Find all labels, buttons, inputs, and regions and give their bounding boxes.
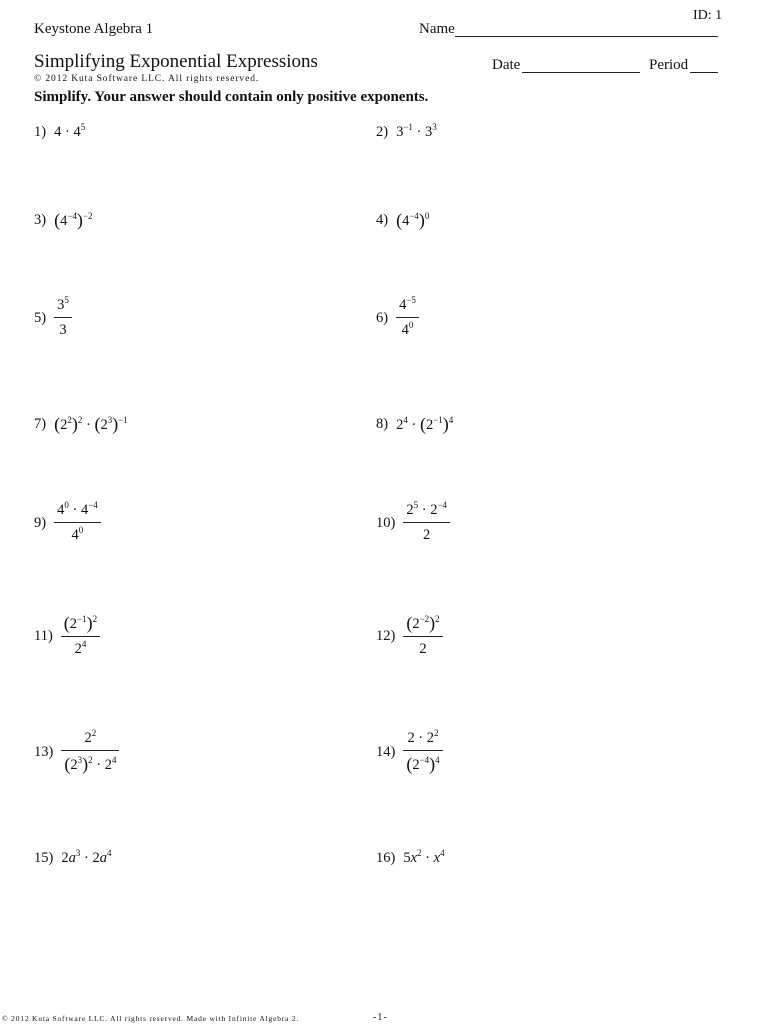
- fraction: $\frac{4^0 \cdot 4^{-4}}{4^0}$: [54, 502, 101, 544]
- problem-16: [376, 850, 445, 867]
- expression: $2a^3 \cdot 2a^4$: [61, 848, 112, 866]
- problem-3: [34, 211, 93, 230]
- problem-number: 7): [34, 416, 47, 432]
- name-label: Name: [419, 21, 455, 37]
- problem-5: [34, 297, 72, 339]
- date-blank[interactable]: [522, 72, 640, 73]
- problem-number: 11): [34, 627, 53, 644]
- problem-number: 12): [376, 627, 396, 644]
- problem-number: 2): [376, 124, 389, 140]
- expression: $3^{-1} \cdot 3^3$: [396, 122, 437, 140]
- problem-number: 14): [376, 743, 396, 760]
- expression: $4 \cdot 4^5$: [54, 122, 86, 140]
- problem-number: 10): [376, 514, 396, 531]
- problem-number: 13): [34, 743, 54, 760]
- problem-number: 3): [34, 212, 47, 228]
- fraction: $\frac{2^5 \cdot 2^{-4}}{2}$: [403, 502, 450, 544]
- page-number: -1-: [373, 1012, 388, 1023]
- footer-copyright: © 2012 Kuta Software LLC. All rights reserved. Made with Infinite Algebra 2.: [2, 1014, 300, 1023]
- course-name: Keystone Algebra 1: [34, 21, 154, 37]
- problem-number: 5): [34, 309, 47, 326]
- expression: $5x^2 \cdot x^4$: [403, 848, 445, 866]
- problem-8: [376, 415, 453, 434]
- problem-1: [34, 124, 85, 141]
- problem-2: [376, 124, 437, 141]
- fraction: $\frac{2^2}{(2^3)^2 \cdot 2^4}$: [61, 730, 119, 774]
- problem-10: [376, 502, 450, 544]
- problem-11: [34, 614, 100, 658]
- worksheet-title: Simplifying Exponential Expressions: [34, 51, 318, 72]
- expression: $(4^{-4})^{-2}$: [54, 210, 93, 230]
- date-label: Date: [492, 57, 521, 73]
- fraction: $\frac{4^{-5}}{4^0}$: [396, 297, 419, 339]
- problem-number: 4): [376, 212, 389, 228]
- fraction: $\frac{(2^{-1})^2}{2^4}$: [61, 614, 100, 658]
- instructions: Simplify. Your answer should contain only positive exponents.: [34, 89, 429, 105]
- fraction: $\frac{(2^{-2})^2}{2}$: [403, 614, 442, 658]
- expression: $(2^2)^2 \cdot (2^3)^{-1}$: [54, 414, 128, 434]
- problem-7: [34, 415, 128, 434]
- problem-15: [34, 850, 111, 867]
- problem-number: 1): [34, 124, 47, 140]
- worksheet-id: ID: 1: [693, 8, 723, 23]
- problem-9: [34, 502, 101, 544]
- fraction: $\frac{3^5}{3}$: [54, 297, 72, 339]
- name-blank[interactable]: [455, 36, 718, 37]
- fraction: $\frac{2 \cdot 2^2}{(2^{-4})^4}$: [403, 730, 442, 774]
- problem-14: [376, 730, 443, 774]
- problem-12: [376, 614, 443, 658]
- problem-number: 8): [376, 416, 389, 432]
- period-blank[interactable]: [690, 72, 718, 73]
- problem-13: [34, 730, 119, 774]
- problem-number: 9): [34, 514, 47, 531]
- problem-number: 6): [376, 309, 389, 326]
- expression: $2^4 \cdot (2^{-1})^4$: [396, 414, 454, 434]
- problem-6: [376, 297, 419, 339]
- period-label: Period: [649, 57, 689, 73]
- copyright-notice: © 2012 Kuta Software LLC. All rights reserved.: [34, 74, 260, 84]
- problem-4: [376, 211, 429, 230]
- expression: $(4^{-4})^0$: [396, 210, 430, 230]
- problem-number: 16): [376, 850, 396, 866]
- problem-number: 15): [34, 850, 54, 866]
